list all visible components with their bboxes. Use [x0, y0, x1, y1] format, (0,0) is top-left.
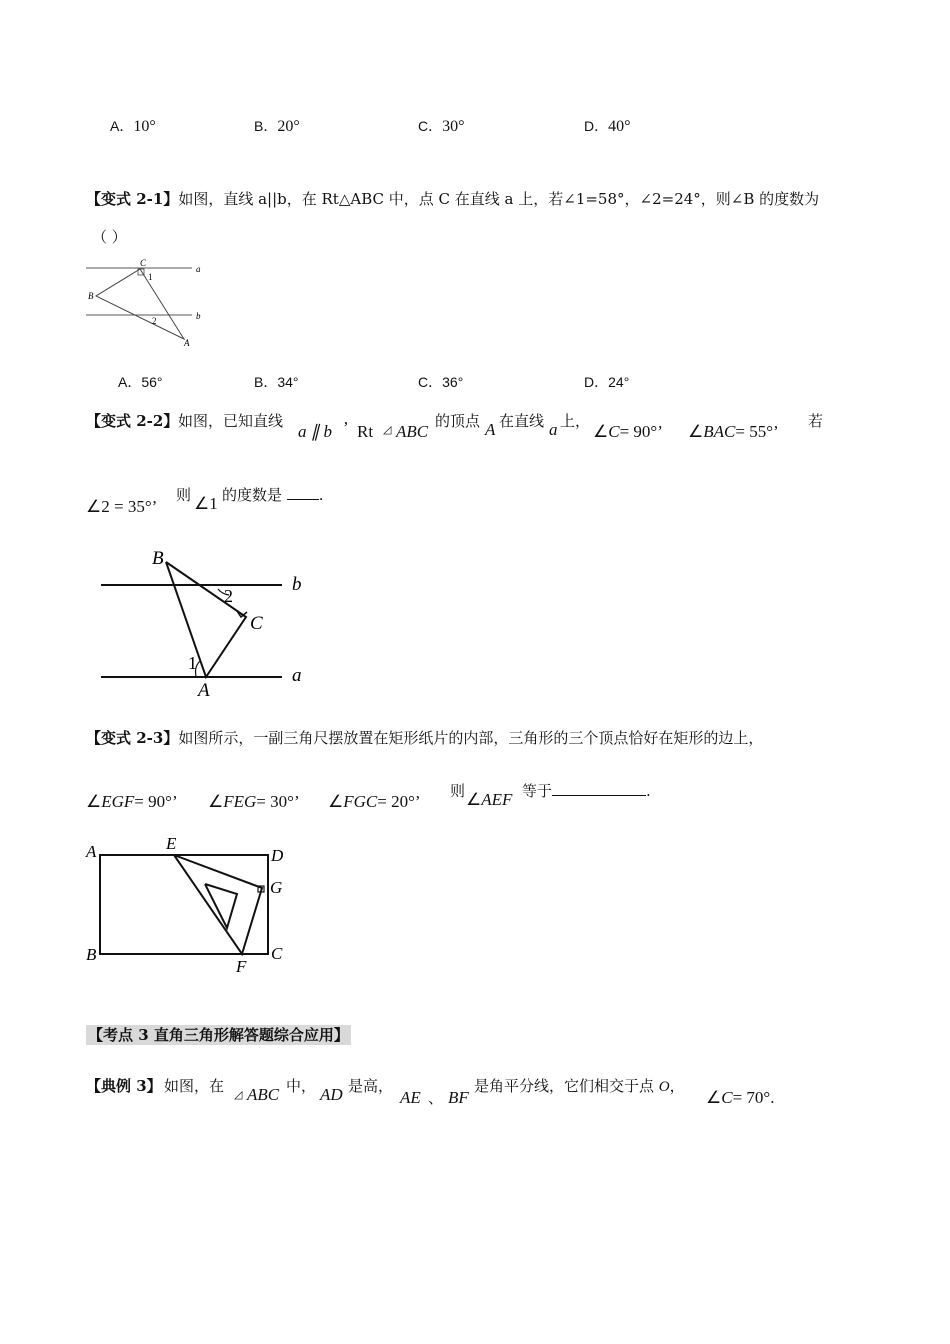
v23-text-2: 等于 . — [522, 782, 651, 800]
dl3-math-ad: AD — [320, 1085, 343, 1104]
v21-option-c: C．36° — [418, 374, 464, 390]
section-kd3: 【考点 3 直角三角形解答题综合应用】 — [88, 1026, 349, 1044]
v21-paren: （ ） — [92, 228, 127, 246]
v23-tag: 【变式 2-3】 — [86, 729, 179, 747]
v22-label-line-a: a — [292, 665, 302, 686]
v22-text-7: 的度数是 . — [222, 486, 324, 504]
v22-text-5: 若 — [808, 412, 824, 430]
v23-text: 如图所示，一副三角尺摆放置在矩形纸片的内部，三角形的三个顶点恰好在矩形的边上， — [178, 729, 764, 747]
v23-label-d: D — [271, 846, 284, 865]
v22-triangle-icon: ◿ — [383, 424, 392, 436]
v23-question — [86, 727, 763, 748]
v23-text-1: 则 — [450, 782, 466, 800]
v22-figure — [96, 542, 316, 702]
v22-text-6: 则 — [176, 486, 192, 504]
v23-figure — [82, 830, 302, 978]
dl3-tag: 【典例 3】 — [86, 1077, 162, 1095]
v22-tag: 【变式 2-2】 — [86, 412, 179, 430]
v22-label-2: 2 — [224, 586, 233, 606]
v22-comma-1: ’ — [343, 418, 349, 437]
v21-option-d: D．24° — [584, 374, 630, 390]
v23-label-a: A — [86, 842, 97, 861]
v22-angle-1: ∠1 — [194, 494, 218, 513]
v23-angle-fgc: ∠FGC= 20°’ — [328, 792, 421, 811]
v22-text-4: 上， — [560, 412, 591, 430]
dl3-text-1: 如图，在 — [164, 1077, 225, 1095]
dl3-math-bf: BF — [448, 1088, 469, 1107]
dl3-math-abc: ABC — [247, 1085, 280, 1104]
v21-label-a: A — [184, 338, 190, 348]
dl3-math-ae: AE — [400, 1088, 421, 1107]
dl3-angle-c: ∠C= 70°. — [706, 1088, 775, 1107]
v21-label-line-a: a — [196, 264, 201, 274]
option-c: C．30° — [418, 118, 465, 135]
v22-angle-c: ∠C= 90°’ — [593, 422, 663, 441]
v21-figure — [80, 256, 220, 352]
option-a: A．10° — [110, 118, 156, 135]
option-d: D．40° — [584, 118, 631, 135]
v21-tag: 【变式 2-1】 — [86, 190, 179, 208]
v23-label-f: F — [236, 957, 247, 976]
v22-angle-bac: ∠BAC= 55°’ — [688, 422, 779, 441]
v21-question — [86, 188, 819, 209]
v22-text-3: 在直线 — [499, 412, 545, 430]
v22-label-line-b: b — [292, 574, 302, 595]
v23-angle-feg: ∠FEG= 30°’ — [208, 792, 300, 811]
v23-label-c: C — [271, 944, 283, 963]
v22-label-1: 1 — [188, 653, 197, 673]
v23-label-g: G — [270, 878, 283, 897]
dl3-text-5: 是角平分线，它们相交于点 O， — [474, 1077, 685, 1095]
v23-angle-aef: ∠AEF — [466, 790, 513, 809]
v21-label-c: C — [140, 258, 147, 268]
dl3-text-4: 、 — [428, 1089, 444, 1107]
v22-label-a: A — [198, 680, 210, 701]
v21-label-line-b: b — [196, 311, 201, 321]
v23-label-b: B — [86, 945, 97, 964]
v21-label-1: 1 — [148, 272, 153, 282]
v23-angle-egf: ∠EGF= 90°’ — [86, 792, 178, 811]
dl3-text-2: 中， — [286, 1077, 317, 1095]
v23-label-e: E — [166, 834, 177, 853]
v22-math-abc: ABC — [396, 422, 429, 441]
option-b: B．20° — [254, 118, 300, 135]
v21-text: 如图，直线 a||b，在 Rt△ABC 中，点 C 在直线 a 上，若∠1=58°，∠2=24°，则∠B 的度数为 — [178, 190, 820, 208]
v22-text-2: 的顶点 — [435, 412, 481, 430]
v22-math-a: A — [485, 420, 496, 439]
v22-math-parallel: a ∥ b — [298, 422, 332, 441]
dl3-text-3: 是高， — [348, 1077, 394, 1095]
v22-angle-2: ∠2 = 35°’ — [86, 497, 158, 516]
v22-math-rt: Rt — [357, 422, 374, 441]
v21-label-b: B — [88, 291, 94, 301]
v22-label-b: B — [152, 548, 164, 569]
v22-math-line-a: a — [549, 420, 558, 439]
v22-label-c: C — [250, 613, 263, 634]
v21-option-b: B．34° — [254, 374, 299, 390]
v21-option-a: A．56° — [118, 374, 163, 390]
v22-text-1: 如图，已知直线 — [178, 412, 284, 430]
v21-label-2: 2 — [152, 316, 157, 326]
dl3-triangle-icon: ◿ — [234, 1089, 243, 1101]
